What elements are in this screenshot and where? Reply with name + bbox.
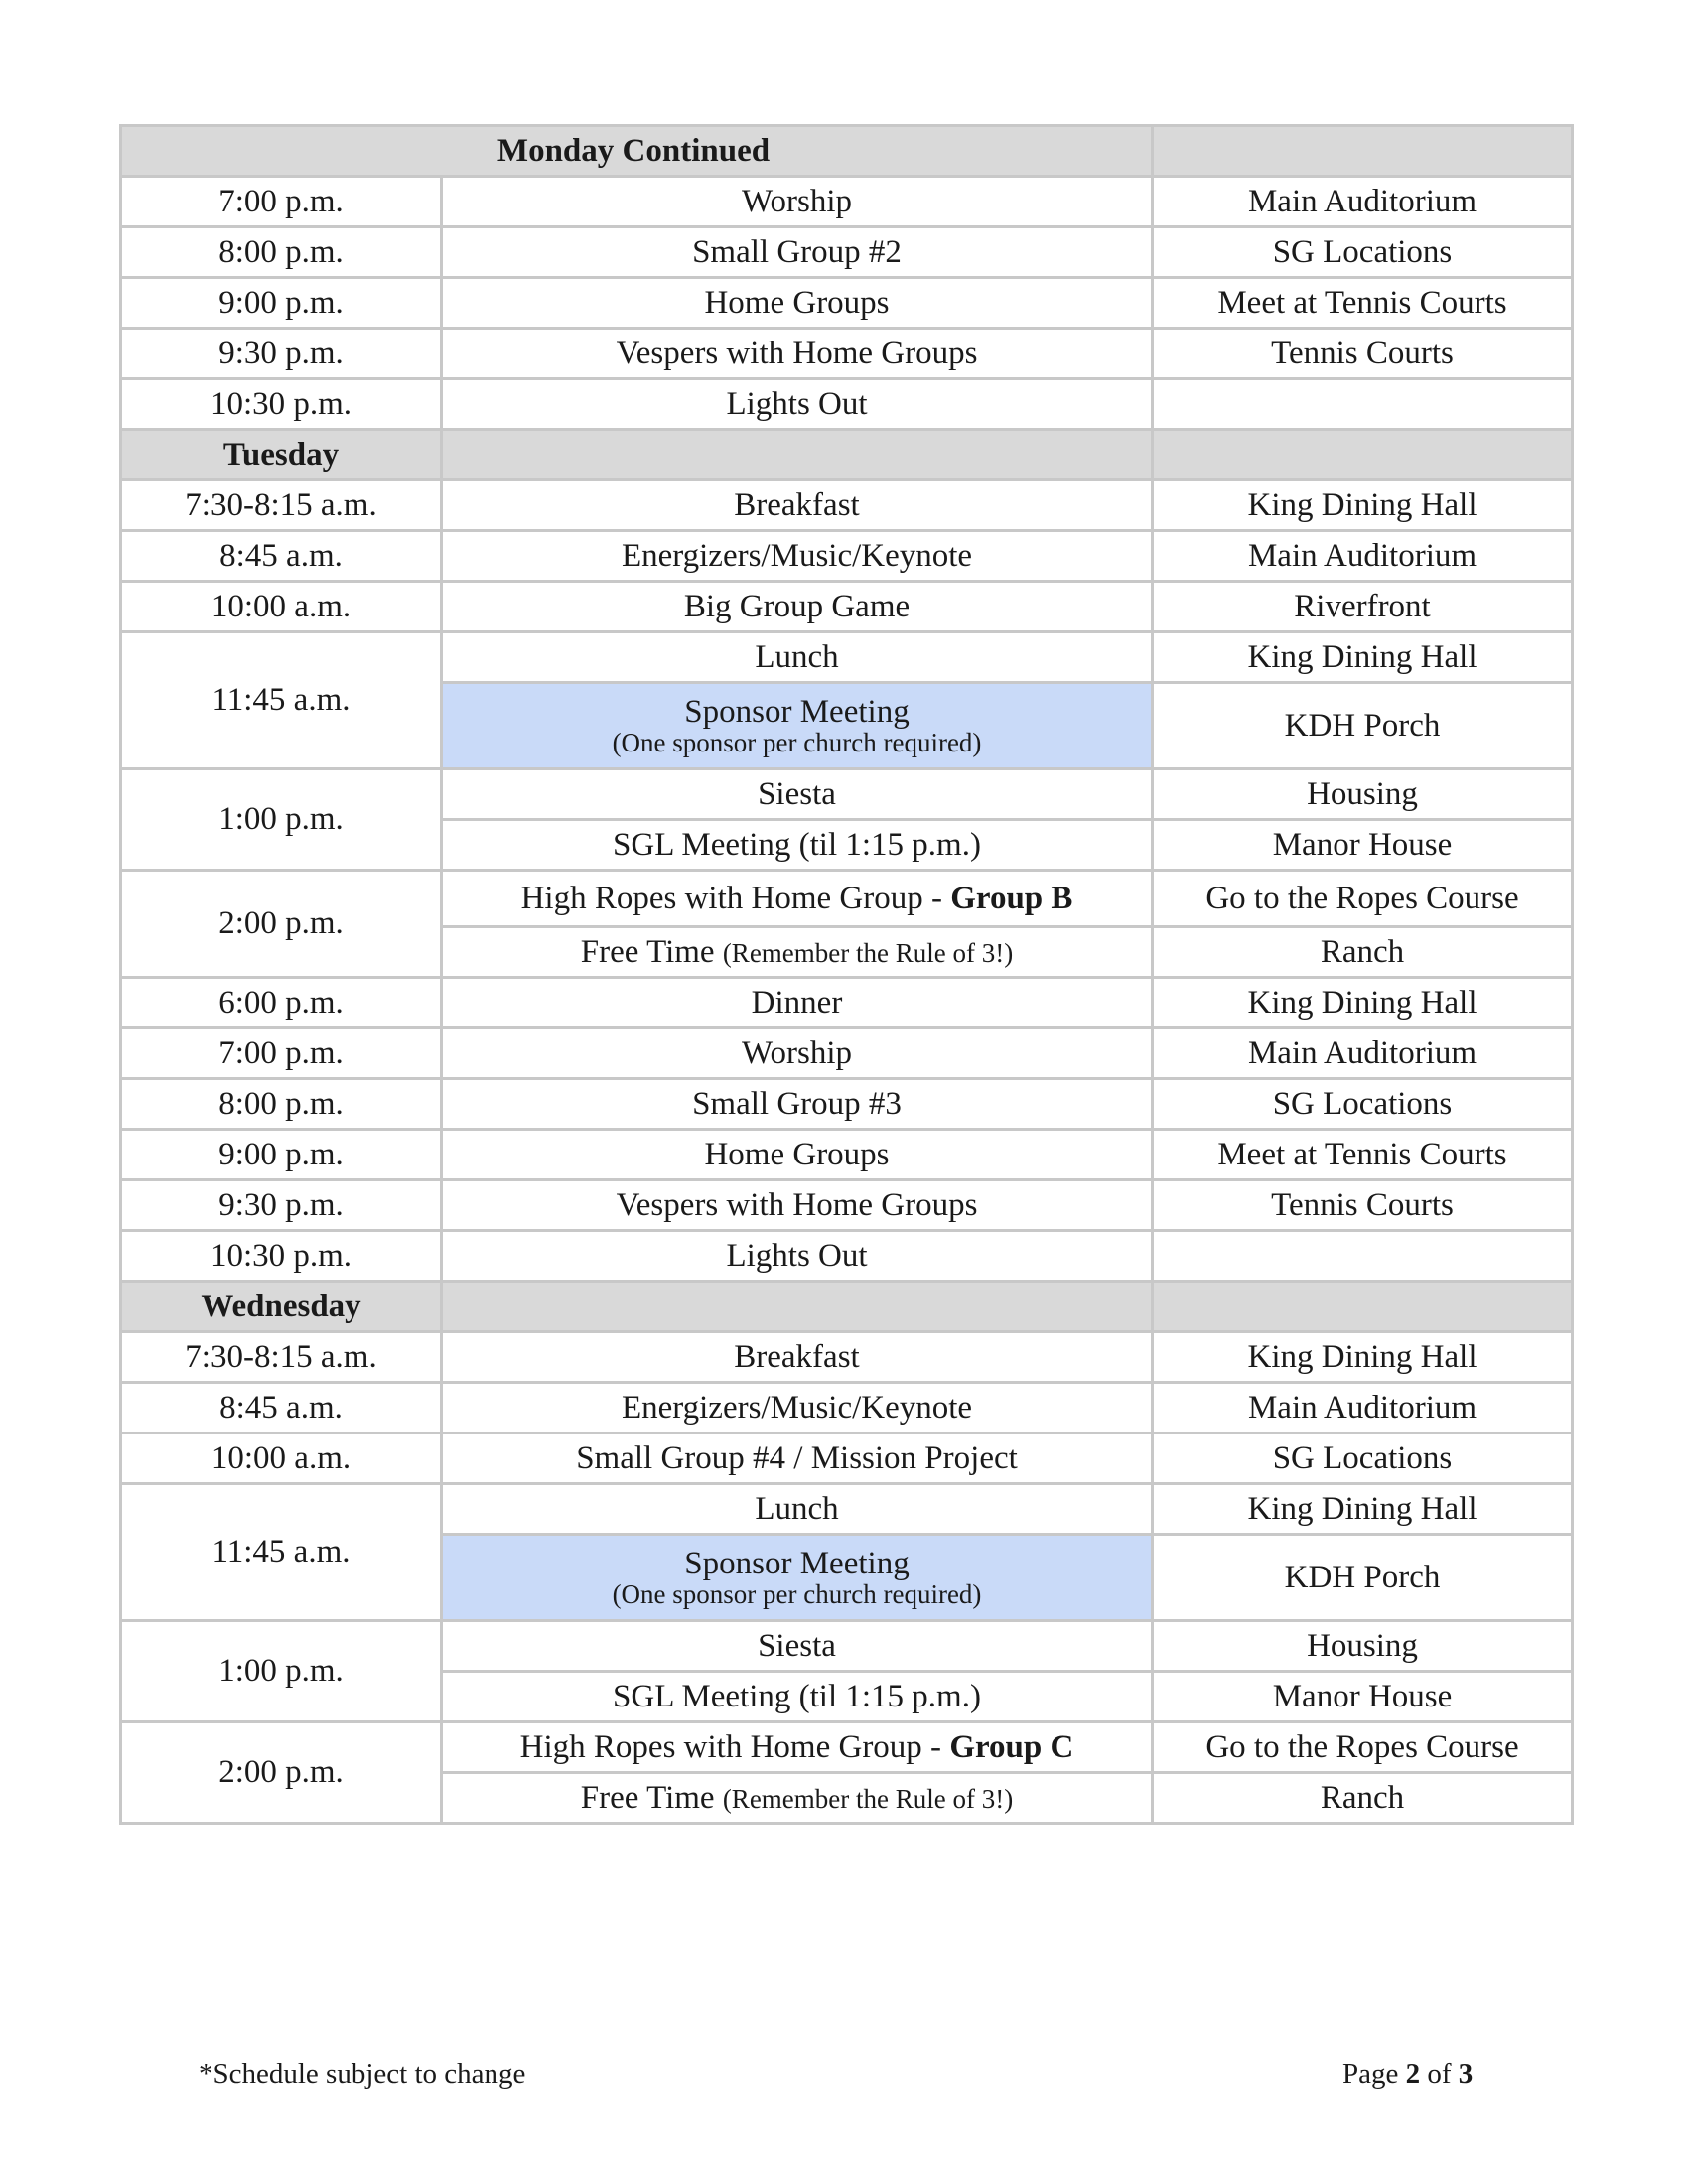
time-cell: 1:00 p.m. (121, 769, 442, 871)
schedule-row (121, 278, 1573, 329)
location-cell: Meet at Tennis Courts (1153, 278, 1573, 329)
event-note: (Remember the Rule of 3!) (722, 1783, 1014, 1814)
location-cell: KDH Porch (1153, 1535, 1573, 1621)
page-number (1342, 2058, 1473, 2091)
time-cell: 9:30 p.m. (121, 1180, 442, 1231)
time-cell: 6:00 p.m. (121, 978, 442, 1028)
group-label: Group C (949, 1728, 1074, 1765)
location-cell: Tennis Courts (1153, 329, 1573, 379)
event-cell (442, 927, 1153, 978)
event-cell (442, 1773, 1153, 1824)
event-label: High Ropes with Home Group - (519, 1728, 950, 1765)
page-current: 2 (1405, 2058, 1421, 2090)
group-label: Group B (950, 880, 1073, 916)
location-cell: SG Locations (1153, 227, 1573, 278)
schedule-row (121, 769, 1573, 820)
page-prefix: Page (1342, 2058, 1406, 2090)
time-cell: 10:00 a.m. (121, 1433, 442, 1484)
schedule-row (121, 978, 1573, 1028)
event-note: (Remember the Rule of 3!) (722, 937, 1014, 968)
time-cell: 2:00 p.m. (121, 1722, 442, 1824)
location-cell: Manor House (1153, 820, 1573, 871)
event-cell: Home Groups (442, 1130, 1153, 1180)
event-cell: Siesta (442, 1621, 1153, 1672)
schedule-row (121, 1079, 1573, 1130)
time-cell: 8:00 p.m. (121, 1079, 442, 1130)
location-cell: King Dining Hall (1153, 1332, 1573, 1383)
location-cell: SG Locations (1153, 1433, 1573, 1484)
location-cell (1153, 1231, 1573, 1282)
time-cell: 7:30-8:15 a.m. (121, 1332, 442, 1383)
time-cell: 11:45 a.m. (121, 632, 442, 769)
event-label: High Ropes with Home Group - (520, 880, 951, 916)
location-cell (1153, 379, 1573, 430)
schedule-row (121, 1231, 1573, 1282)
event-cell: SGL Meeting (til 1:15 p.m.) (442, 1672, 1153, 1722)
schedule-row (121, 1130, 1573, 1180)
event-cell: Vespers with Home Groups (442, 329, 1153, 379)
time-cell: 8:45 a.m. (121, 1383, 442, 1433)
day-title: Tuesday (121, 430, 442, 480)
event-cell: Big Group Game (442, 582, 1153, 632)
event-note: (One sponsor per church required) (612, 1579, 982, 1610)
location-cell: King Dining Hall (1153, 978, 1573, 1028)
event-cell: Energizers/Music/Keynote (442, 531, 1153, 582)
header-empty-cell (1153, 126, 1573, 177)
schedule-row (121, 531, 1573, 582)
event-cell: Lights Out (442, 1231, 1153, 1282)
schedule-row (121, 227, 1573, 278)
schedule-row (121, 871, 1573, 927)
event-cell: Lunch (442, 632, 1153, 683)
schedule-row (121, 329, 1573, 379)
location-cell: Ranch (1153, 927, 1573, 978)
schedule-row (121, 1433, 1573, 1484)
location-cell: Meet at Tennis Courts (1153, 1130, 1573, 1180)
event-cell: Small Group #3 (442, 1079, 1153, 1130)
event-cell: Dinner (442, 978, 1153, 1028)
day-header-row (121, 1282, 1573, 1332)
location-cell: King Dining Hall (1153, 632, 1573, 683)
location-cell: Go to the Ropes Course (1153, 871, 1573, 927)
event-cell: Home Groups (442, 278, 1153, 329)
page-mid: of (1420, 2058, 1459, 2090)
location-cell: Main Auditorium (1153, 177, 1573, 227)
schedule-row (121, 1332, 1573, 1383)
time-cell: 8:00 p.m. (121, 227, 442, 278)
time-cell: 11:45 a.m. (121, 1484, 442, 1621)
event-note: (One sponsor per church required) (612, 728, 982, 758)
footer-note: *Schedule subject to change (199, 2058, 526, 2090)
location-cell: SG Locations (1153, 1079, 1573, 1130)
time-cell: 9:00 p.m. (121, 278, 442, 329)
sponsor-meeting-cell (442, 683, 1153, 769)
schedule-row (121, 1722, 1573, 1773)
time-cell: 7:30-8:15 a.m. (121, 480, 442, 531)
time-cell: 2:00 p.m. (121, 871, 442, 978)
location-cell: Main Auditorium (1153, 1383, 1573, 1433)
page-total: 3 (1458, 2058, 1474, 2090)
location-cell: Housing (1153, 769, 1573, 820)
location-cell: Housing (1153, 1621, 1573, 1672)
event-cell: Vespers with Home Groups (442, 1180, 1153, 1231)
event-cell: Energizers/Music/Keynote (442, 1383, 1153, 1433)
event-cell: Breakfast (442, 480, 1153, 531)
event-label: Free Time (580, 1779, 723, 1816)
schedule-row (121, 1180, 1573, 1231)
event-cell: Breakfast (442, 1332, 1153, 1383)
header-empty-cell (1153, 430, 1573, 480)
day-header-row (121, 430, 1573, 480)
sponsor-meeting-cell (442, 1535, 1153, 1621)
schedule-row (121, 1383, 1573, 1433)
schedule-row (121, 379, 1573, 430)
schedule-row (121, 177, 1573, 227)
location-cell: KDH Porch (1153, 683, 1573, 769)
event-cell: Worship (442, 1028, 1153, 1079)
event-cell (442, 1722, 1153, 1773)
location-cell: Go to the Ropes Course (1153, 1722, 1573, 1773)
time-cell: 7:00 p.m. (121, 177, 442, 227)
location-cell: King Dining Hall (1153, 480, 1573, 531)
location-cell: Tennis Courts (1153, 1180, 1573, 1231)
event-label: Free Time (580, 933, 723, 970)
schedule-row (121, 480, 1573, 531)
location-cell: Ranch (1153, 1773, 1573, 1824)
event-cell: Small Group #2 (442, 227, 1153, 278)
schedule-row (121, 632, 1573, 683)
location-cell: King Dining Hall (1153, 1484, 1573, 1535)
location-cell: Main Auditorium (1153, 531, 1573, 582)
header-empty-cell (1153, 1282, 1573, 1332)
schedule-table (119, 124, 1574, 1825)
time-cell: 10:30 p.m. (121, 379, 442, 430)
event-cell (442, 871, 1153, 927)
header-empty-cell (442, 430, 1153, 480)
time-cell: 7:00 p.m. (121, 1028, 442, 1079)
time-cell: 10:30 p.m. (121, 1231, 442, 1282)
location-cell: Main Auditorium (1153, 1028, 1573, 1079)
time-cell: 9:30 p.m. (121, 329, 442, 379)
event-cell: Lunch (442, 1484, 1153, 1535)
event-cell: SGL Meeting (til 1:15 p.m.) (442, 820, 1153, 871)
time-cell: 1:00 p.m. (121, 1621, 442, 1722)
header-row (121, 126, 1573, 177)
event-cell: Siesta (442, 769, 1153, 820)
location-cell: Riverfront (1153, 582, 1573, 632)
time-cell: 9:00 p.m. (121, 1130, 442, 1180)
header-empty-cell (442, 1282, 1153, 1332)
event-cell: Worship (442, 177, 1153, 227)
schedule-row (121, 1484, 1573, 1535)
day-title: Wednesday (121, 1282, 442, 1332)
section-title: Monday Continued (121, 126, 1153, 177)
event-label: Sponsor Meeting (684, 693, 910, 730)
time-cell: 8:45 a.m. (121, 531, 442, 582)
schedule-row (121, 1028, 1573, 1079)
event-label: Sponsor Meeting (684, 1545, 910, 1581)
schedule-row (121, 582, 1573, 632)
schedule-row (121, 1621, 1573, 1672)
location-cell: Manor House (1153, 1672, 1573, 1722)
event-cell: Small Group #4 / Mission Project (442, 1433, 1153, 1484)
event-cell: Lights Out (442, 379, 1153, 430)
time-cell: 10:00 a.m. (121, 582, 442, 632)
